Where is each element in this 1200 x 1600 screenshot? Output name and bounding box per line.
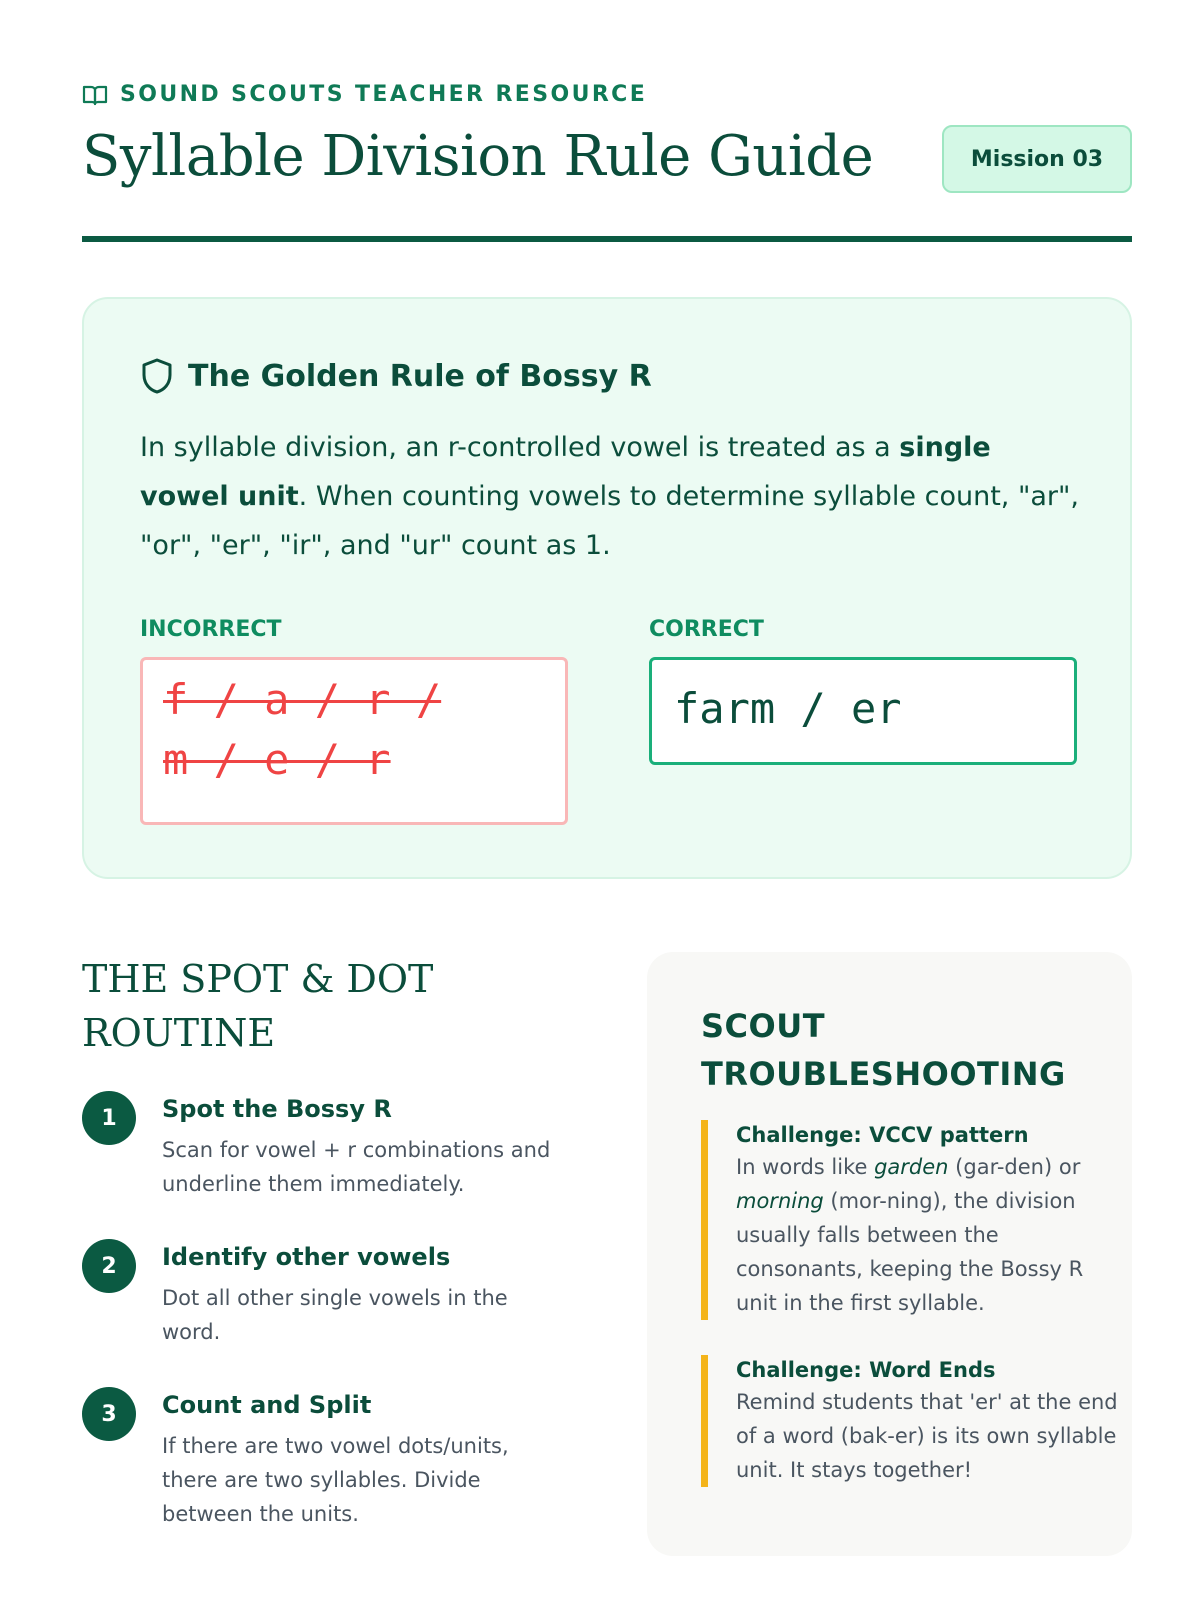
- challenge-desc-a: In words like: [736, 1155, 875, 1179]
- challenge-item: [701, 1120, 1126, 1320]
- challenge-desc-c: (mor-ning), the division usually falls between the consonants, keeping the Bossy R unit in the first syllable.: [736, 1189, 1084, 1315]
- shield-icon: [140, 357, 174, 395]
- correct-label: CORRECT: [649, 617, 764, 642]
- eyebrow: [82, 82, 647, 107]
- troubleshooting-card: [647, 952, 1132, 1556]
- header-divider: [82, 236, 1132, 242]
- example-word-garden: garden: [874, 1155, 949, 1179]
- open-book-icon: [82, 83, 108, 107]
- golden-rule-title: The Golden Rule of Bossy R: [188, 358, 652, 394]
- golden-rule-text-bold: single vowel unit: [140, 432, 991, 512]
- step-number-badge: 2: [82, 1239, 136, 1293]
- step-description: Dot all other single vowels in the word.: [162, 1286, 508, 1344]
- incorrect-label: INCORRECT: [140, 617, 282, 642]
- step-title: Count and Split: [162, 1391, 372, 1419]
- troubleshooting-title: SCOUT TROUBLESHOOTING: [701, 1007, 1066, 1093]
- incorrect-example-line2: m / e / r: [163, 735, 391, 784]
- step-number-badge: 1: [82, 1091, 136, 1145]
- challenge-description: Remind students that 'er' at the end of a word (bak-er) is its own syllable unit. It stays together!: [736, 1390, 1118, 1482]
- step-title: Identify other vowels: [162, 1243, 451, 1271]
- challenge-title: Challenge: VCCV pattern: [736, 1123, 1029, 1147]
- routine-title: THE SPOT & DOT ROUTINE: [82, 957, 434, 1055]
- golden-rule-card: [82, 297, 1132, 879]
- golden-rule-text-part1: In syllable division, an r-controlled vowel is treated as a: [140, 432, 900, 463]
- example-word-morning: morning: [736, 1189, 824, 1213]
- page-title: Syllable Division Rule Guide: [82, 124, 874, 189]
- challenge-item: [701, 1355, 1126, 1487]
- eyebrow-text: SOUND SCOUTS TEACHER RESOURCE: [120, 82, 648, 107]
- step-description: Scan for vowel + r combinations and underline them immediately.: [162, 1138, 551, 1196]
- step-description: If there are two vowel dots/units, there are two syllables. Divide between the units.: [162, 1434, 509, 1526]
- correct-example: farm / er: [649, 657, 1077, 765]
- mission-badge: Mission 03: [942, 125, 1132, 193]
- golden-rule-header: [140, 357, 652, 395]
- step-number-badge: 3: [82, 1387, 136, 1441]
- step-title: Spot the Bossy R: [162, 1095, 392, 1123]
- incorrect-example-line1: f / a / r /: [163, 675, 442, 724]
- incorrect-example: [140, 657, 568, 825]
- golden-rule-text: [140, 423, 1080, 570]
- challenge-title: Challenge: Word Ends: [736, 1358, 996, 1382]
- golden-rule-text-part2: . When counting vowels to determine syllable count, "ar", "or", "er", "ir", and "ur" count as 1.: [140, 481, 1080, 561]
- challenge-desc-b: (gar-den) or: [948, 1155, 1081, 1179]
- resource-page: [82, 0, 1132, 1600]
- challenge-description: [736, 1150, 1126, 1320]
